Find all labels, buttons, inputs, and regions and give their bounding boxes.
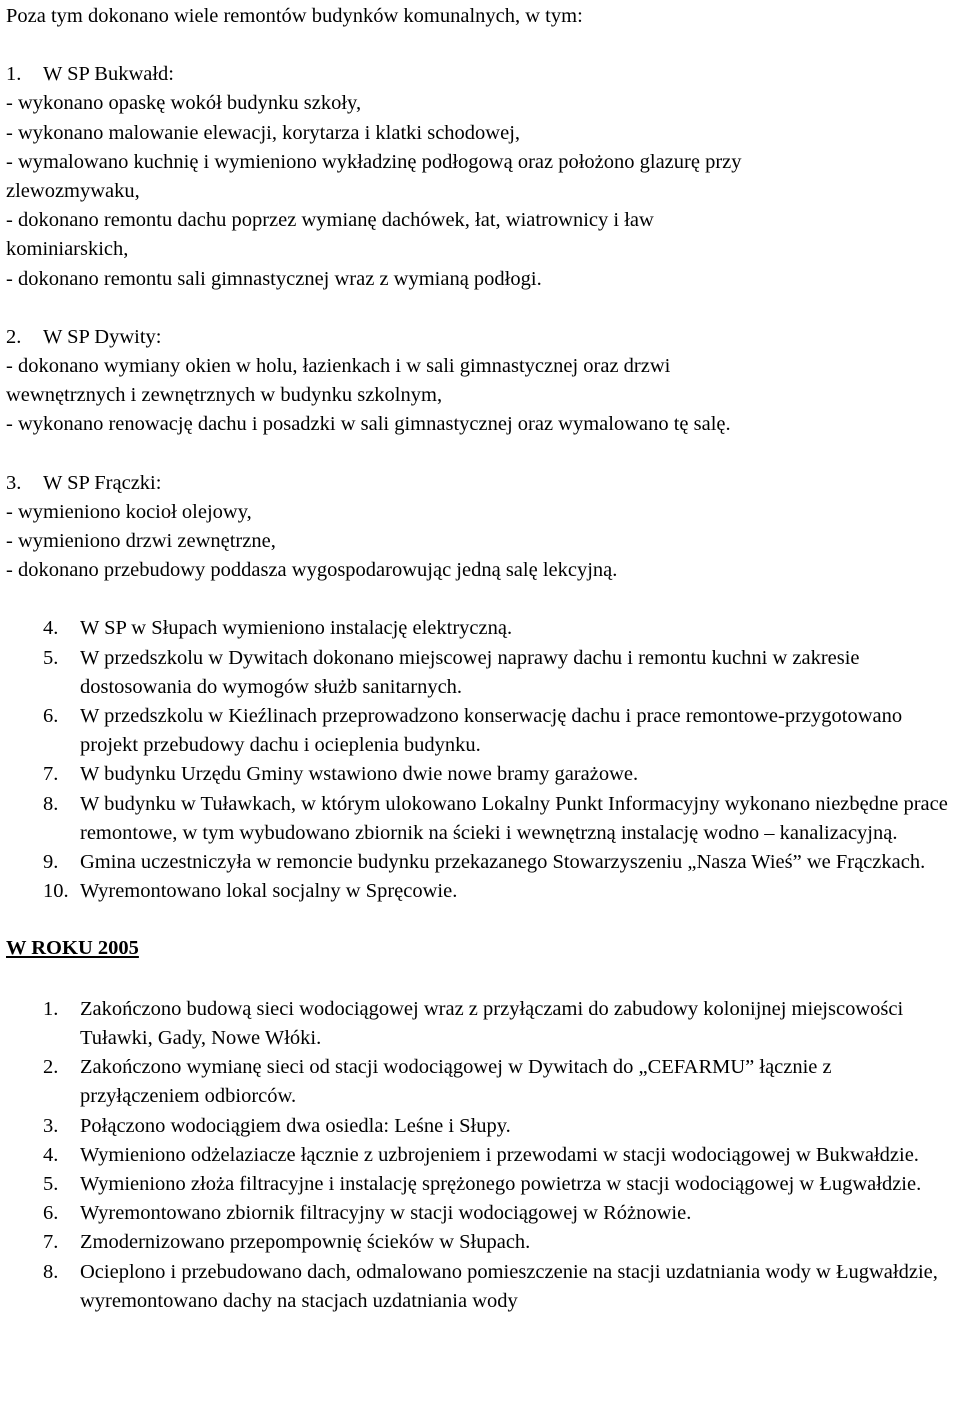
section-sp-fraczki [6,469,956,586]
item-number: 8. [43,1260,59,1283]
item-text: W budynku Urzędu Gminy wstawiono dwie nowe bramy garażowe. [80,763,639,786]
section-number: 1. [6,63,22,86]
item-number: 4. [43,617,59,640]
heading-year-2005: W ROKU 2005 [6,937,139,960]
section-title-text: W SP Dywity: [43,325,162,348]
item-number: 10. [43,880,69,903]
list-item [6,1053,956,1111]
list-item [6,644,956,702]
section-line: - wymalowano kuchnię i wymieniono wykładzinę podłogową oraz położono glazurę przy [6,150,742,173]
document-page [6,2,956,1316]
item-number: 2. [43,1056,59,1079]
section-line: - dokonano remontu dachu poprzez wymianę dachówek, łat, wiatrownicy i ław [6,209,654,232]
item-text: Ocieplono i przebudowano dach, odmalowano pomieszczenie na stacji uzdatniania wody w Ługwałdzie, wyremontowano dachy na stacjach uzdatniania wody [80,1260,938,1312]
item-text: Połączono wodociągiem dwa osiedla: Leśne i Słupy. [80,1114,511,1137]
section-line: - wymieniono drzwi zewnętrzne, [6,530,276,553]
list-item [6,702,956,760]
section-line: - wymieniono kocioł olejowy, [6,500,252,523]
item-number: 5. [43,1172,59,1195]
section-line: wewnętrznych i zewnętrznych w budynku szkolnym, [6,384,443,407]
section-body [6,89,956,293]
item-text: W budynku w Tuławkach, w którym ulokowano Lokalny Punkt Informacyjny wykonano niezbędne prace remontowe, w tym wybudowano zbiornik na ścieki i wewnętrzną instalację wodno – kanalizacyjną. [80,792,948,844]
list-item [6,614,956,643]
item-text: W SP w Słupach wymieniono instalację elektryczną. [80,617,513,640]
item-text: Wymieniono odżelaziacze łącznie z uzbrojeniem i przewodami w stacji wodociągowej w Bukwałdzie. [80,1143,919,1166]
section-body [6,352,956,440]
item-text: Wymieniono złoża filtracyjne i instalację sprężonego powietrza w stacji wodociągowej w Ługwałdzie. [80,1172,922,1195]
section-line: - dokonano wymiany okien w holu, łazienkach i w sali gimnastycznej oraz drzwi [6,355,671,378]
numbered-list-2005 [6,995,956,1316]
section-line: - wykonano renowację dachu i posadzki w sali gimnastycznej oraz wymalowano tę salę. [6,413,731,436]
section-line: - wykonano malowanie elewacji, korytarza i klatki schodowej, [6,121,521,144]
section-sp-bukwald [6,60,956,294]
section-line: - dokonano remontu sali gimnastycznej wraz z wymianą podłogi. [6,267,542,290]
spacer [6,906,956,934]
section-body [6,498,956,586]
section-title [6,323,956,352]
item-text: Wyremontowano zbiornik filtracyjny w stacji wodociągowej w Różnowie. [80,1202,692,1225]
item-number: 9. [43,851,59,874]
item-text: Zakończono wymianę sieci od stacji wodociągowej w Dywitach do „CEFARMU” łącznie z przyłączeniem odbiorców. [80,1056,832,1108]
item-number: 7. [43,763,59,786]
section-sp-dywity [6,323,956,440]
spacer [6,440,956,469]
item-text: W przedszkolu w Kieźlinach przeprowadzono konserwację dachu i prace remontowe-przygotowano projekt przebudowy dachu i ocieplenia budynku. [80,705,903,757]
intro-paragraph: Poza tym dokonano wiele remontów budynków komunalnych, w tym: [6,5,583,27]
section-title [6,469,956,498]
item-number: 8. [43,792,59,815]
list-item [6,1170,956,1199]
item-text: Zakończono budową sieci wodociągowej wraz z przyłączami do zabudowy kolonijnej miejscowości Tuławki, Gady, Nowe Włóki. [80,997,904,1049]
item-number: 1. [43,997,59,1020]
item-text: Wyremontowano lokal socjalny w Spręcowie. [80,880,458,903]
item-number: 5. [43,646,59,669]
section-line: - wykonano opaskę wokół budynku szkoły, [6,92,362,115]
section-number: 2. [6,325,22,348]
section-line: kominiarskich, [6,238,129,261]
item-text: Gmina uczestniczyła w remoncie budynku przekazanego Stowarzyszeniu „Nasza Wieś” we Frączkach. [80,851,926,874]
spacer [6,294,956,323]
item-text: W przedszkolu w Dywitach dokonano miejscowej naprawy dachu i remontu kuchni w zakresie dostosowania do wymogów służb sanitarnych. [80,646,860,698]
list-item [6,1112,956,1141]
list-item [6,760,956,789]
list-item [6,1141,956,1170]
section-title-text: W SP Bukwałd: [43,63,174,86]
item-number: 3. [43,1114,59,1137]
spacer [6,585,956,614]
item-number: 6. [43,705,59,728]
spacer [6,31,956,60]
list-item [6,848,956,877]
item-text: Zmodernizowano przepompownię ścieków w Słupach. [80,1231,531,1254]
list-item [6,1228,956,1257]
section-line: zlewozmywaku, [6,180,140,203]
list-item [6,790,956,848]
list-item [6,1199,956,1228]
item-number: 4. [43,1143,59,1166]
numbered-list-renovations [6,614,956,906]
section-title-text: W SP Frączki: [43,471,162,494]
spacer [6,964,956,995]
section-line: - dokonano przebudowy poddasza wygospodarowując jedną salę lekcyjną. [6,559,618,582]
list-item [6,995,956,1053]
section-number: 3. [6,471,22,494]
item-number: 7. [43,1231,59,1254]
list-item [6,877,956,906]
list-item [6,1258,956,1316]
section-title [6,60,956,89]
item-number: 6. [43,1202,59,1225]
